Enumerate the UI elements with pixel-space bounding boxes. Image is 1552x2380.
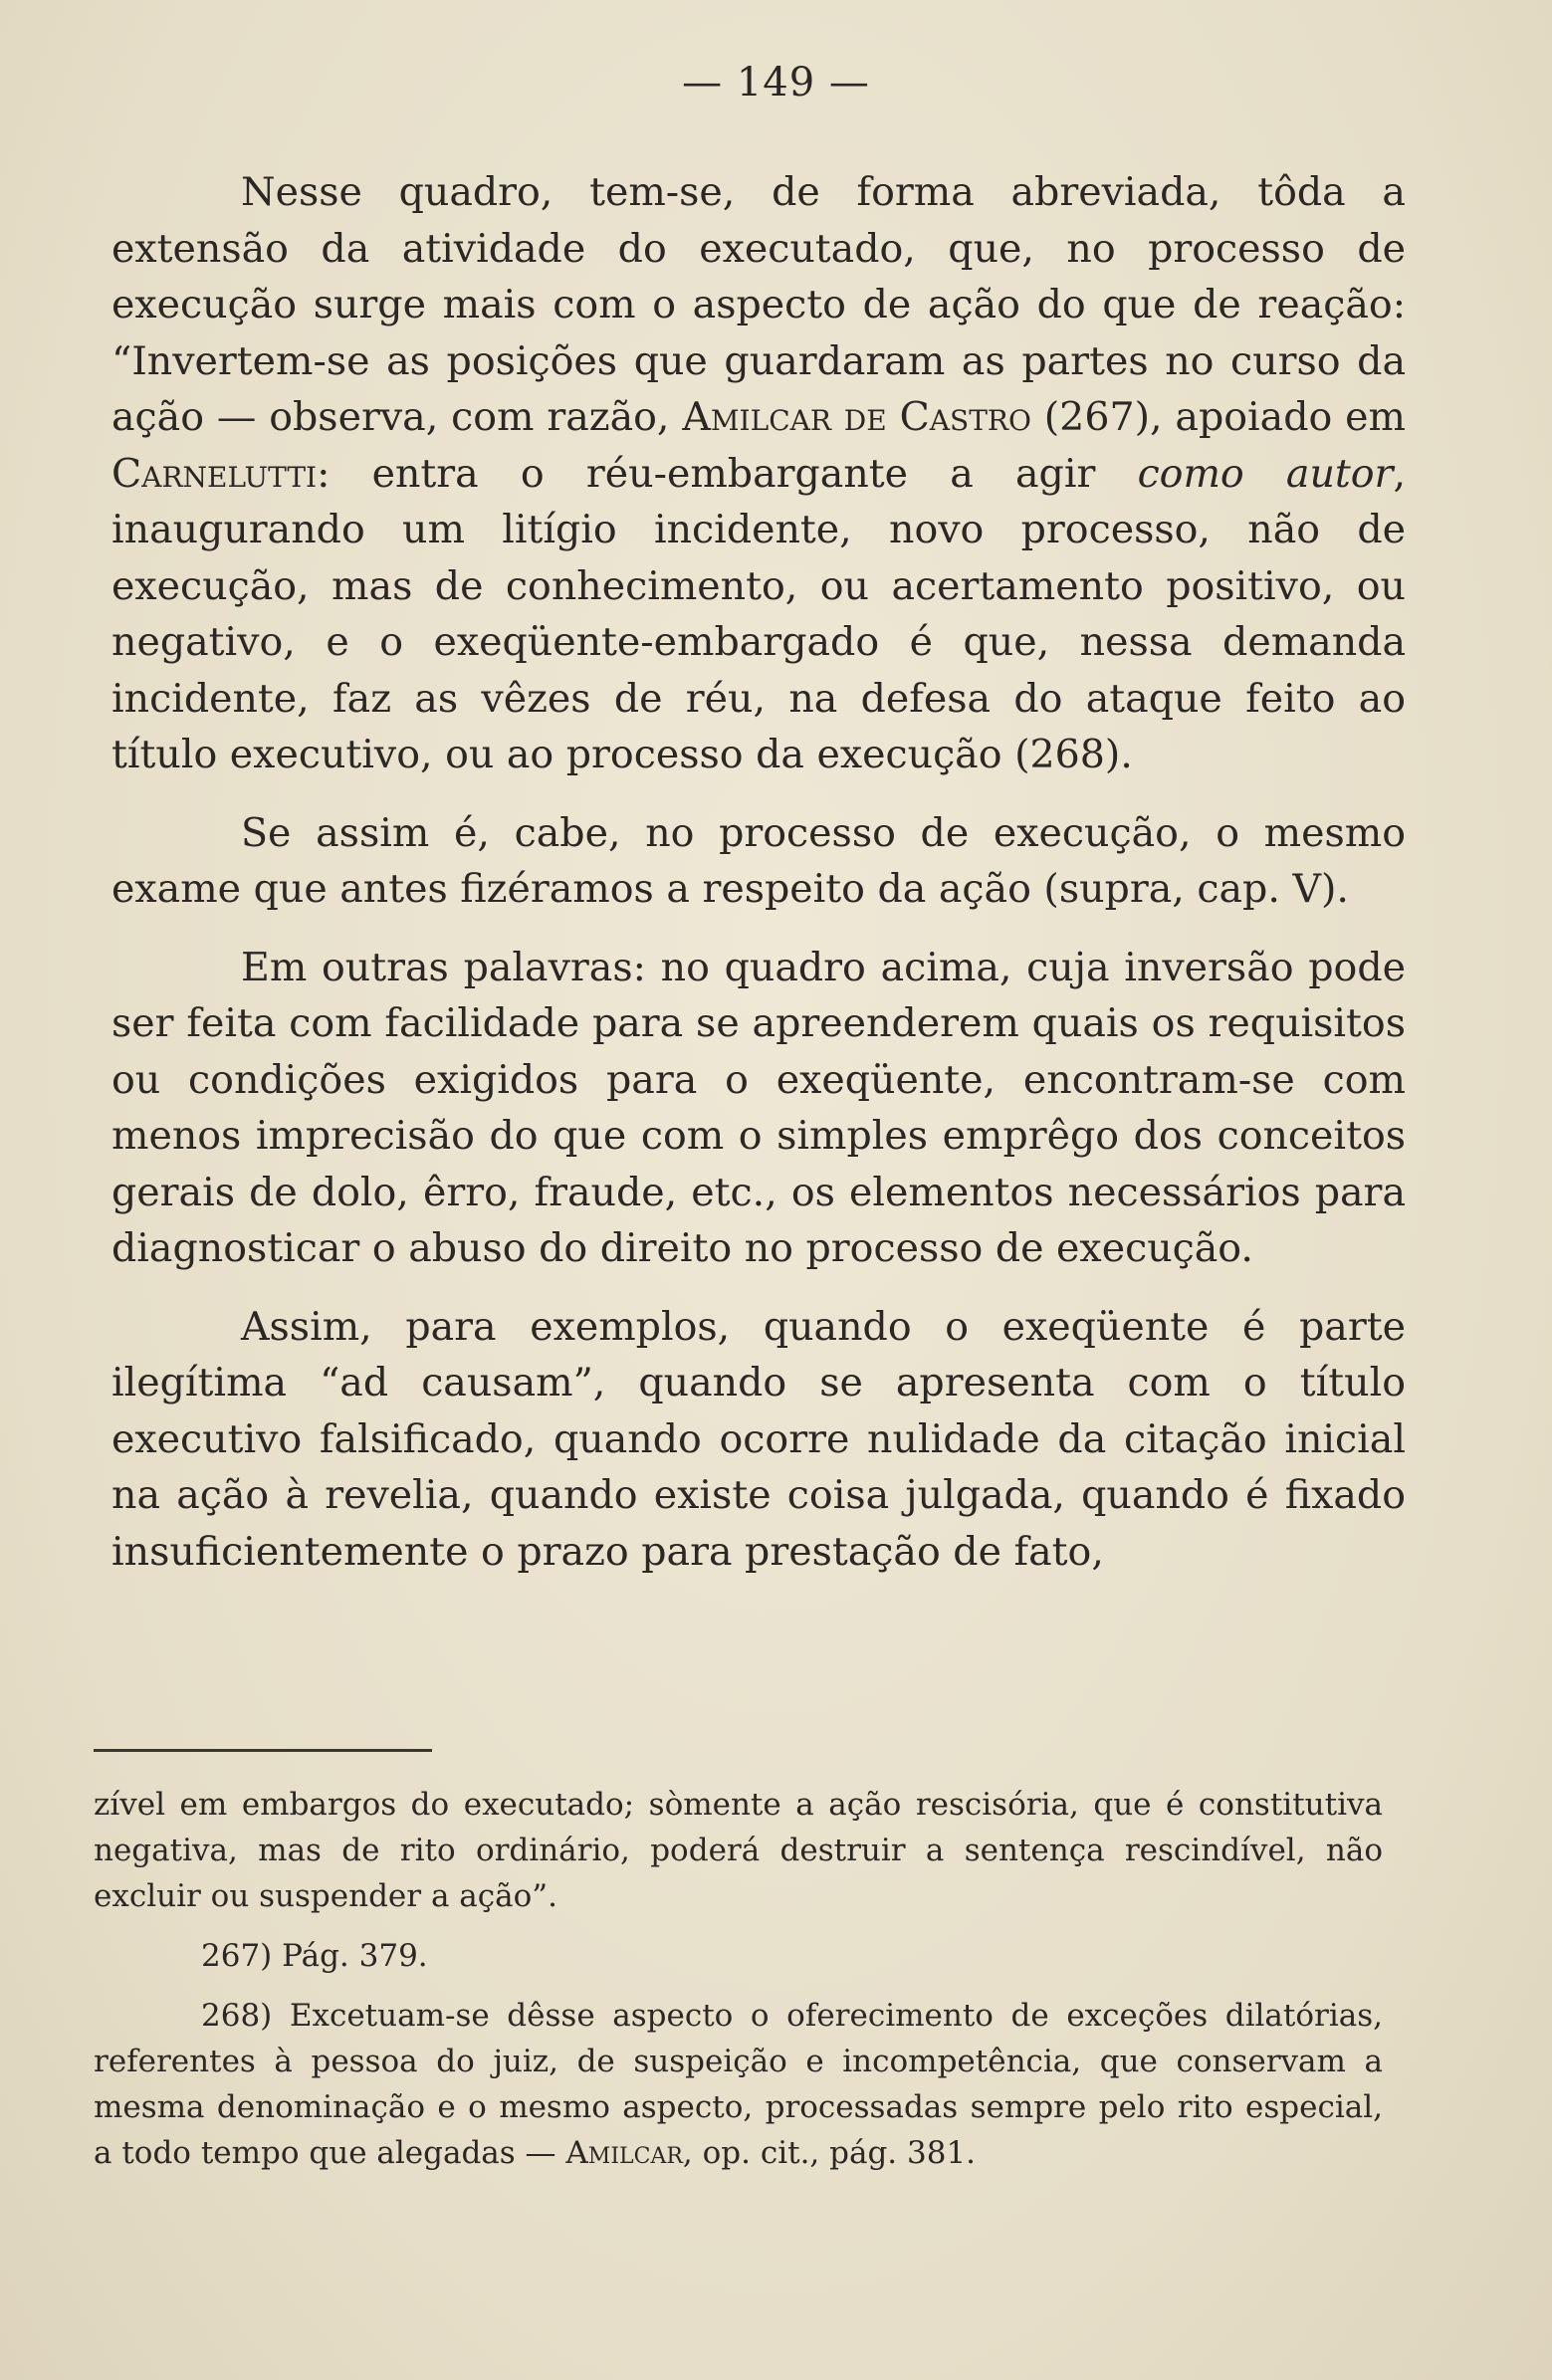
author-carnelutti: Carnelutti [111,450,318,497]
footnote-268 [94,1993,1383,2176]
paragraph-1-text-d: , inaugurando um litígio incidente, novo processo, não de execução, mas de conhecimento, ou acertamento positivo, ou negativo, e o exeqüente-embargado é que, nessa demanda incidente, faz as vêzes de réu, na defesa do ataque feito ao título executivo, ou ao processo da execução (268). [111,450,1407,777]
author-amilcar-de-castro: Amilcar de Castro [682,394,1031,440]
paragraph-1-text-a: Nesse quadro, tem-se, de forma abreviada, tôda a extensão da atividade do executado, que, no processo de execução surge mais com o aspecto de ação do que de reação: “Invertem-se as posições que guardaram as partes no curso da ação — observa, com razão, [111,169,1406,440]
footnote-267: 267) Pág. 379. [201,1938,428,1974]
paragraph-1-text-b: (267), apoiado em [1030,394,1406,440]
paragraph-1 [111,164,1406,783]
footnote-divider [94,1749,432,1752]
page-number: — 149 — [682,60,870,106]
footnote-continuation: zível em embargos do executado; sòmente a ação rescisória, que é constitutiva negativa, mas de rito ordinário, poderá destruir a sentença rescindível, não excluir ou suspender a ação”. [94,1787,1383,1914]
paragraph-3: Em outras palavras: no quadro acima, cuja inversão pode ser feita com facilidade para se apreenderem quais os requisitos ou condições exigidos para o exeqüente, encontram-se com menos imprecisão do que com o simples emprêgo dos conceitos gerais de dolo, êrro, fraude, etc., os elementos necessários para diagnosticar o abuso do direito no processo de execução. [111,944,1406,1271]
italic-como-autor: como autor [1137,450,1394,497]
footnotes [94,1782,1383,2190]
paragraph-1-text-c: : entra o réu-embargante a agir [317,450,1138,497]
footnote-268-tail: , op. cit., pág. 381. [682,2135,977,2171]
paragraph-4: Assim, para exemplos, quando o exeqüente é parte ilegítima “ad causam”, quando se apresenta com o título executivo falsificado, quando ocorre nulidade da citação inicial na ação à revelia, quando existe coisa julgada, quando é fixado insuficientemente o prazo para prestação de fato, [111,1303,1406,1575]
footnote-268-text: 268) Excetuam-se dêsse aspecto o oferecimento de exceções dilatórias, referentes à pessoa do juiz, de suspeição e incompetência, que conservam a mesma denominação e o mesmo aspecto, processadas sempre pelo rito especial, a todo tempo que alegadas — [94,1998,1383,2171]
footnote-268-author: Amilcar [565,2135,683,2171]
main-text [111,164,1406,1602]
paragraph-2: Se assim é, cabe, no processo de execução, o mesmo exame que antes fizéramos a respeito da ação (supra, cap. V). [111,809,1406,912]
